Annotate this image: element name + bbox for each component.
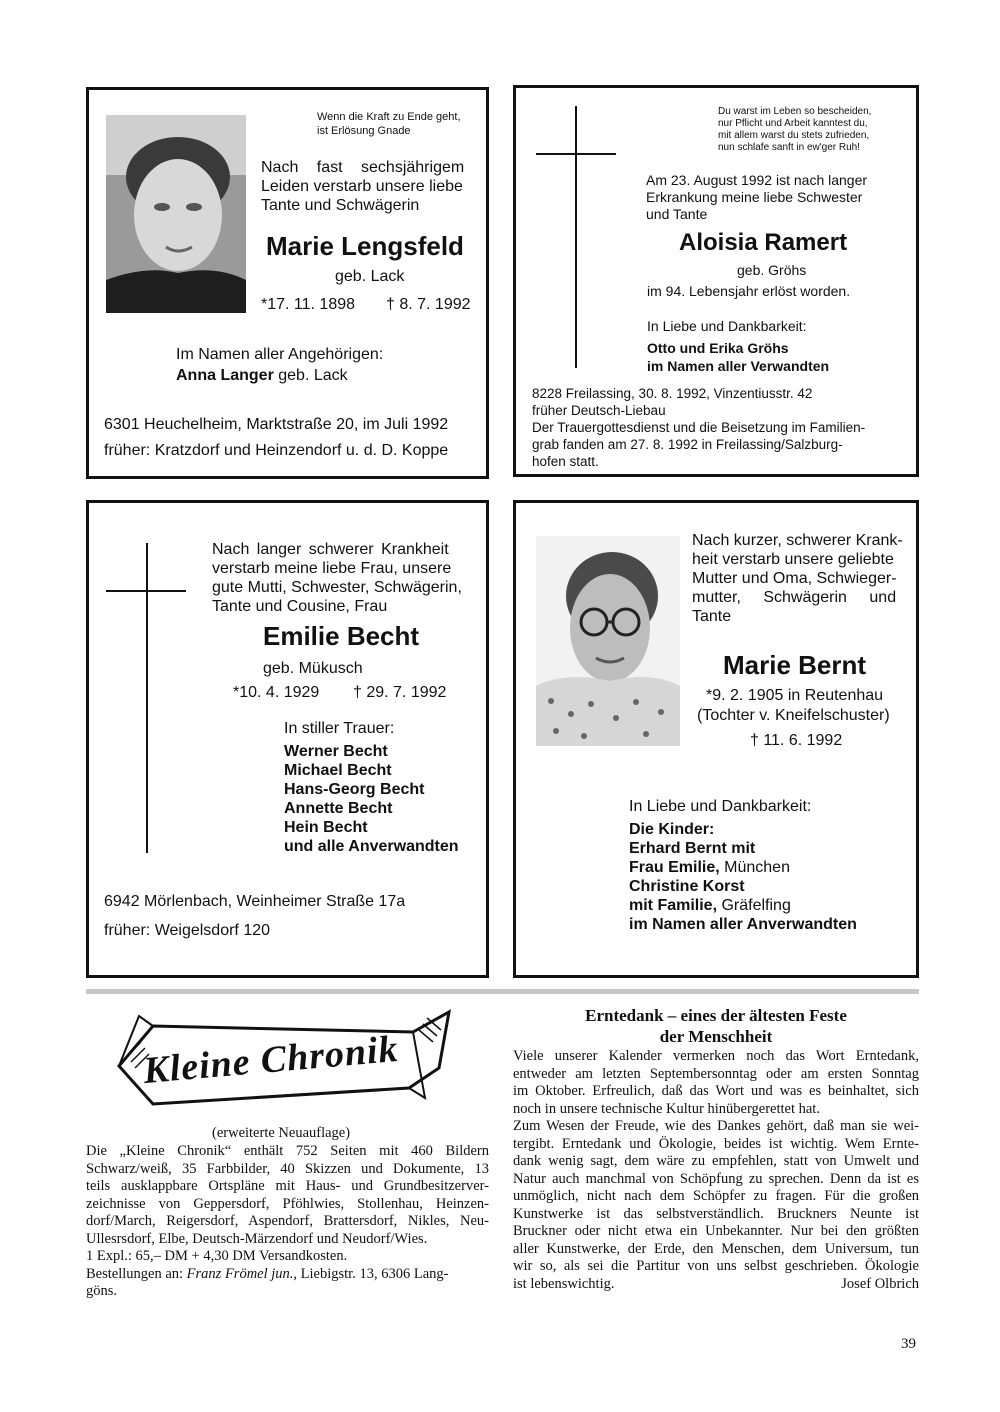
- section-divider: [86, 989, 919, 994]
- obituary-aloisia-ramert: [513, 85, 919, 477]
- footer-line: 8228 Freilassing, 30. 8. 1992, Vinzentiusstr. 42: [532, 386, 813, 401]
- birth-date: *10. 4. 1929: [233, 684, 320, 701]
- deceased-name: Emilie Becht: [263, 621, 420, 651]
- portrait-photo: [536, 536, 680, 746]
- parent-line: (Tochter v. Kneifelschuster): [697, 707, 890, 724]
- signer-line: Hein Becht: [284, 819, 368, 836]
- address: 6942 Mörlenbach, Weinheimer Straße 17a: [104, 893, 406, 910]
- footer-line: Der Trauergottesdienst und die Beisetzung im Familien-: [532, 420, 866, 435]
- signer-line: Annette Becht: [284, 800, 393, 817]
- intro-line: Tante: [692, 608, 732, 625]
- intro-line: Mutter und Oma, Schwieger-: [692, 570, 897, 587]
- signer-line: Werner Becht: [284, 743, 388, 760]
- obituary-marie-lengsfeld: [86, 87, 489, 479]
- article-body: Viele unserer Kalender vermerken noch das Wort Erntedank, entweder am letzten Septembersonntag oder am ersten Sonntag im Oktober. Erfreulich, daß das Wort und was es beinhaltet, sich noch in unsere technische Kultur hinübergerettet hat. Zum Wesen der Freude, wie des Dankes gehört, daß man sie wei- tergibt. Erntedank und Ökologie, beides ist wichtig. Wem Ernte- dank wenig sagt, dem wäre zu empfehlen, statt von Umwelt und Natur auch manchmal von Schöpfung zu sprechen. Denn da ist es unmöglich, nicht nach dem Schöpfer zu fragen. Für die großen Kunstwerke ist das selbstverständlich. Bruckners Neunte ist Bruckner oder nicht etwa ein Unbekannter. Nur bei den größten aller Kunstwerke, der Erde, den Menschen, dem Universum, tun wir so, als sei die Partitur von uns selbst geschrieben. Ökologie ist lebenswichtig. Josef Olbrich: [513, 1048, 919, 1292]
- birth-line: *9. 2. 1905 in Reutenhau: [706, 687, 884, 704]
- portrait-photo: [106, 115, 246, 313]
- intro-line: Tante und Schwägerin: [261, 197, 420, 214]
- obituary-emilie-becht: [86, 500, 489, 978]
- intro-line: gute Mutti, Schwester, Schwägerin,: [212, 579, 462, 596]
- death-date: † 29. 7. 1992: [353, 684, 447, 701]
- intro-line: und Tante: [646, 206, 708, 222]
- former-address: früher: Weigelsdorf 120: [104, 922, 271, 939]
- signer-line: Erhard Bernt mit: [629, 840, 756, 857]
- verse-line: Wenn die Kraft zu Ende geht,: [317, 111, 461, 123]
- age-line: im 94. Lebensjahr erlöst worden.: [647, 283, 851, 299]
- signer-line: Christine Korst: [629, 878, 745, 895]
- intro-line: Am 23. August 1992 ist nach langer: [646, 172, 868, 188]
- price-line: 1 Expl.: 65,– DM + 4,30 DM Versandkosten.: [86, 1248, 348, 1264]
- verse-line: Du warst im Leben so bescheiden,: [718, 106, 872, 117]
- intro-line: Tante und Cousine, Frau: [212, 598, 388, 615]
- obituary-marie-bernt: [513, 500, 919, 978]
- signer-line: Hans-Georg Becht: [284, 781, 425, 798]
- page-number: 39: [901, 1336, 916, 1352]
- verse-line: mit allem warst du stets zufrieden,: [718, 130, 870, 141]
- death-date: † 8. 7. 1992: [386, 296, 471, 313]
- mourning-line: In stiller Trauer:: [284, 720, 395, 737]
- chronik-subtitle: (erweiterte Neuauflage): [212, 1125, 351, 1141]
- signer-line: Michael Becht: [284, 762, 392, 779]
- intro-line: Nach fast sechsjährigem: [261, 159, 465, 176]
- signer-line: und alle Anverwandten: [284, 838, 459, 855]
- intro-line: mutter, Schwägerin und: [692, 589, 897, 606]
- signer-name: Anna Langer: [176, 367, 274, 384]
- signer-line: im Namen aller Anverwandten: [629, 916, 857, 933]
- cross-beam: [536, 153, 616, 155]
- deceased-name: Marie Bernt: [723, 650, 867, 680]
- intro-line: heit verstarb unsere geliebte: [692, 551, 894, 568]
- order-name: Franz Frömel jun.,: [186, 1265, 298, 1282]
- chronik-body: Die „Kleine Chronik“ enthält 752 Seiten mit 460 Bildern Schwarz/weiß, 35 Farbbilder, 40 Skizzen und Dokumente, 13 teils ausklappbare Ortspläne mit Haus- und Grundbesitzerver- zeichnisse von Geppersdorf, Pföhlwies, Stollenhau, Heinzen- dorf/March, Reigersdorf, Aspendorf, Brattersdorf, Nikles, Neu- Ullesrsdorf, Elbe, Deutsch-Märzendorf und Neudorf/Wies. 1 Expl.: 65,– DM + 4,30 DM Versandkosten. Bestellungen an: Franz Frömel jun., Liebigstr. 13, 6306 Lang- göns.: [86, 1143, 489, 1299]
- birth-date: *17. 11. 1898: [261, 296, 356, 313]
- verse-line: nur Pflicht und Arbeit kanntest du,: [718, 118, 868, 129]
- footer-line: früher Deutsch-Liebau: [532, 403, 666, 418]
- signer-maiden: geb. Lack: [273, 367, 348, 384]
- deceased-name: Marie Lengsfeld: [266, 231, 464, 261]
- verse-line: ist Erlösung Gnade: [317, 125, 411, 137]
- intro-line: Nach kurzer, schwerer Krank-: [692, 532, 903, 549]
- cross-beam: [106, 590, 186, 592]
- logo-text: Kleine Chronik: [141, 1027, 401, 1093]
- kleine-chronik-logo: [113, 1008, 453, 1120]
- article-title: Erntedank – eines der ältesten Feste der Menschheit: [585, 1006, 847, 1046]
- article-author: Josef Olbrich: [841, 1275, 919, 1292]
- signer-line: Die Kinder:: [629, 821, 715, 838]
- intro-line: Erkrankung meine liebe Schwester: [646, 189, 863, 205]
- cross-icon: [575, 106, 577, 368]
- signer-line: Otto und Erika Gröhs: [647, 340, 789, 356]
- maiden-name: geb. Lack: [335, 268, 405, 285]
- footer-line: hofen statt.: [532, 454, 599, 469]
- death-date: † 11. 6. 1992: [750, 732, 843, 749]
- address: 6301 Heuchelheim, Marktstraße 20, im Juli 1992: [104, 416, 449, 433]
- signer-line: im Namen aller Verwandten: [647, 358, 830, 374]
- maiden-name: geb. Mükusch: [263, 660, 363, 677]
- intro-line: Nach langer schwerer Krankheit: [212, 541, 449, 558]
- former-address: früher: Kratzdorf und Heinzendorf u. d. D. Koppe: [104, 442, 449, 459]
- signer-line: mit Familie, Gräfelfing: [629, 897, 791, 914]
- signer-intro: Im Namen aller Angehörigen:: [176, 346, 384, 363]
- footer-line: grab fanden am 27. 8. 1992 in Freilassing/Salzburg-: [532, 437, 843, 452]
- verse-line: nun schlafe sanft in ew'ger Ruh!: [718, 142, 860, 153]
- thanks-line: In Liebe und Dankbarkeit:: [629, 798, 812, 815]
- intro-line: Leiden verstarb unsere liebe: [261, 178, 463, 195]
- thanks-line: In Liebe und Dankbarkeit:: [647, 318, 807, 334]
- maiden-name: geb. Gröhs: [737, 262, 807, 278]
- deceased-name: Aloisia Ramert: [679, 229, 848, 256]
- signer-line: Frau Emilie, München: [629, 859, 790, 876]
- intro-line: verstarb meine liebe Frau, unsere: [212, 560, 452, 577]
